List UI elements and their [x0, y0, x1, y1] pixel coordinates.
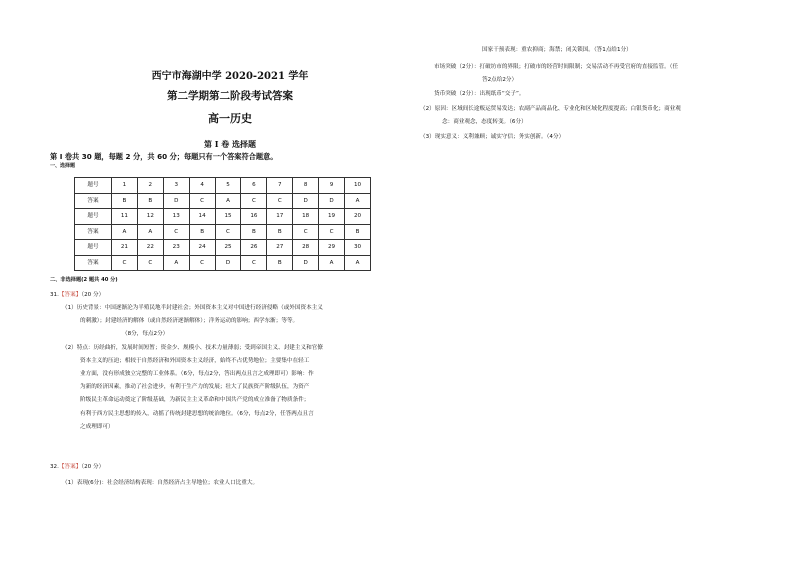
- answer-table-cell: B: [267, 224, 293, 240]
- answer-table-cell: D: [293, 255, 319, 271]
- answer-table-cell: 23: [163, 240, 189, 256]
- answer-table-cell: A: [163, 255, 189, 271]
- answer-table-cell: A: [112, 224, 138, 240]
- part1-intro: [50, 152, 370, 169]
- answer-table-row: [75, 178, 371, 194]
- q31-line: 的刺激）；封建经济的解体（或自然经济逐渐解体）；洋务运动的影响；西学东渐；等等。: [80, 318, 299, 325]
- answer-table-row-label: 题号: [75, 178, 112, 194]
- answer-table-row: [75, 209, 371, 225]
- answer-table-cell: C: [189, 193, 215, 209]
- q31-line: 资本主义的压迫；相较于自然经济和外国资本主义经济，始终不占优势地位；主要集中在轻工: [80, 357, 310, 364]
- q32-number: 32.: [50, 464, 59, 470]
- answer-table-cell: 21: [112, 240, 138, 256]
- answer-table-cell: 9: [319, 178, 345, 194]
- answer-table-cell: D: [215, 255, 241, 271]
- answer-table-row: [75, 240, 371, 256]
- right-line: （2）原因：区域间长途贩运贸易发达；农副产品商品化、专业化和区域化程度提高；白银货币化；商业观: [420, 105, 681, 112]
- right-line: 货币突破（2分）：出现纸币“交子”。: [434, 90, 525, 97]
- answer-table-cell: A: [319, 255, 345, 271]
- q31-line: （1）历史背景：中国逐渐沦为半殖民地半封建社会；外国资本主义对中国进行经济侵略（或外国资本主义: [62, 305, 323, 311]
- q31-heading: [50, 289, 104, 303]
- answer-table-cell: 19: [319, 209, 345, 225]
- answer-table-cell: D: [163, 193, 189, 209]
- q31-number: 31.: [50, 292, 59, 298]
- answer-table-cell: C: [112, 255, 138, 271]
- answer-table-row-label: 答案: [75, 224, 112, 240]
- answer-table-cell: 3: [163, 178, 189, 194]
- answer-table-cell: D: [319, 193, 345, 209]
- answer-table-cell: 2: [137, 178, 163, 194]
- exam-title: 第二学期第二阶段考试答案: [167, 90, 293, 102]
- answer-table-cell: B: [345, 224, 371, 240]
- answer-table-row: [75, 193, 371, 209]
- right-line: （3）现实意义：义利兼顾；诚实守信；务实创新。（4分）: [420, 134, 565, 141]
- answer-table-cell: 28: [293, 240, 319, 256]
- answer-table-row-label: 题号: [75, 209, 112, 225]
- part1-subtitle: 一、选择题: [50, 163, 76, 169]
- answer-table-cell: C: [293, 224, 319, 240]
- answer-table-cell: 4: [189, 178, 215, 194]
- answer-table-cell: 17: [267, 209, 293, 225]
- answer-table-cell: 14: [189, 209, 215, 225]
- answer-table-cell: C: [163, 224, 189, 240]
- answer-table-cell: 24: [189, 240, 215, 256]
- q31-line: 为新的经济因素，推动了社会进步，有利于生产力的发展；壮大了民族资产阶级队伍，为资产: [80, 384, 310, 391]
- right-line: 市场突破（2分）：打破坊市的界限；打破市的经营时间限制；交易活动不再受官府的直接监管。（任: [434, 64, 679, 71]
- right-column: [420, 44, 770, 144]
- answer-table-cell: 15: [215, 209, 241, 225]
- q31-line: 有利于西方民主思想的传入，动摇了传统封建思想的统治地位。（6分，每点2分，任答两点且言: [80, 410, 314, 417]
- q31-line: 阶级民主革命运动奠定了阶级基础，为新民主主义革命和中国共产党的成立准备了物质条件；: [80, 397, 310, 404]
- q32-line: （1）表现(6分)：社会经济结构表现：自然经济占主导地位；农业人口比重大。: [62, 480, 259, 486]
- answer-table-cell: C: [319, 224, 345, 240]
- answer-table-cell: 5: [215, 178, 241, 194]
- right-line: 国家干预表现：重农抑商；海禁；闭关锁国。（答1点给1分）: [482, 47, 632, 53]
- q32-heading: [50, 461, 104, 475]
- answer-table-cell: A: [345, 255, 371, 271]
- answer-table-cell: B: [241, 224, 267, 240]
- answer-table-cell: D: [293, 193, 319, 209]
- q31-line: 业方面，没有形成独立完整的工业体系。（6分，每点2分，答出两点且言之成理即可）影响：作: [80, 371, 314, 378]
- answer-table-cell: 12: [137, 209, 163, 225]
- answer-table-cell: C: [241, 255, 267, 271]
- answer-table-cell: B: [189, 224, 215, 240]
- q31-body: [62, 302, 402, 434]
- answer-table-cell: C: [241, 193, 267, 209]
- answer-table-row: [75, 224, 371, 240]
- q32-answer-tag: 【答案】: [58, 464, 82, 470]
- answer-table-cell: 26: [241, 240, 267, 256]
- answer-table-cell: 7: [267, 178, 293, 194]
- answer-table-cell: B: [267, 255, 293, 271]
- answer-table-cell: 16: [241, 209, 267, 225]
- subject-title: 高一历史: [208, 112, 252, 125]
- q31-score: （20 分）: [81, 292, 105, 298]
- answer-table-cell: 29: [319, 240, 345, 256]
- q31-line: 之成理即可）: [80, 423, 114, 430]
- answer-table-cell: C: [137, 255, 163, 271]
- answer-table-cell: 1: [112, 178, 138, 194]
- answer-table-cell: 13: [163, 209, 189, 225]
- answer-table-cell: 27: [267, 240, 293, 256]
- answer-table-cell: A: [215, 193, 241, 209]
- answer-table-cell: B: [112, 193, 138, 209]
- part2-subtitle: 二、非选择题(2 题共 40 分): [50, 277, 118, 283]
- answer-table: [74, 177, 371, 271]
- right-line: 念：商业观念，态度转变。（6分）: [442, 119, 527, 126]
- answer-table-row-label: 答案: [75, 255, 112, 271]
- answer-table-cell: 22: [137, 240, 163, 256]
- q31-line: （2）特点：历经曲折，发展时间短暂；资金少、规模小、技术力量薄弱；受到帝国主义、封建主义和官僚: [62, 344, 323, 351]
- answer-table-cell: 11: [112, 209, 138, 225]
- part1-intro-text: 第 I 卷共 30 题，每题 2 分，共 60 分；每题只有一个答案符合题意。: [50, 152, 278, 161]
- answer-table-row-label: 答案: [75, 193, 112, 209]
- answer-table-cell: C: [267, 193, 293, 209]
- school-year-title: 西宁市海湖中学 2020-2021 学年: [151, 71, 309, 82]
- answer-table-cell: A: [137, 224, 163, 240]
- right-line: 答2点给2分）: [482, 77, 518, 84]
- answer-table-cell: 8: [293, 178, 319, 194]
- q31-line: （8分，每点2分）: [122, 331, 169, 338]
- answer-table-row: [75, 255, 371, 271]
- answer-table-row-label: 题号: [75, 240, 112, 256]
- answer-table-cell: A: [345, 193, 371, 209]
- q32-score: （20 分）: [81, 464, 105, 470]
- part1-title: 第 I 卷 选择题: [203, 139, 257, 149]
- answer-table-cell: C: [189, 255, 215, 271]
- answer-table-cell: C: [215, 224, 241, 240]
- answer-table-cell: 30: [345, 240, 371, 256]
- answer-table-cell: 10: [345, 178, 371, 194]
- answer-table-cell: 6: [241, 178, 267, 194]
- answer-table-cell: 18: [293, 209, 319, 225]
- answer-table-cell: B: [137, 193, 163, 209]
- answer-table-cell: 25: [215, 240, 241, 256]
- q31-answer-tag: 【答案】: [58, 292, 82, 298]
- answer-table-cell: 20: [345, 209, 371, 225]
